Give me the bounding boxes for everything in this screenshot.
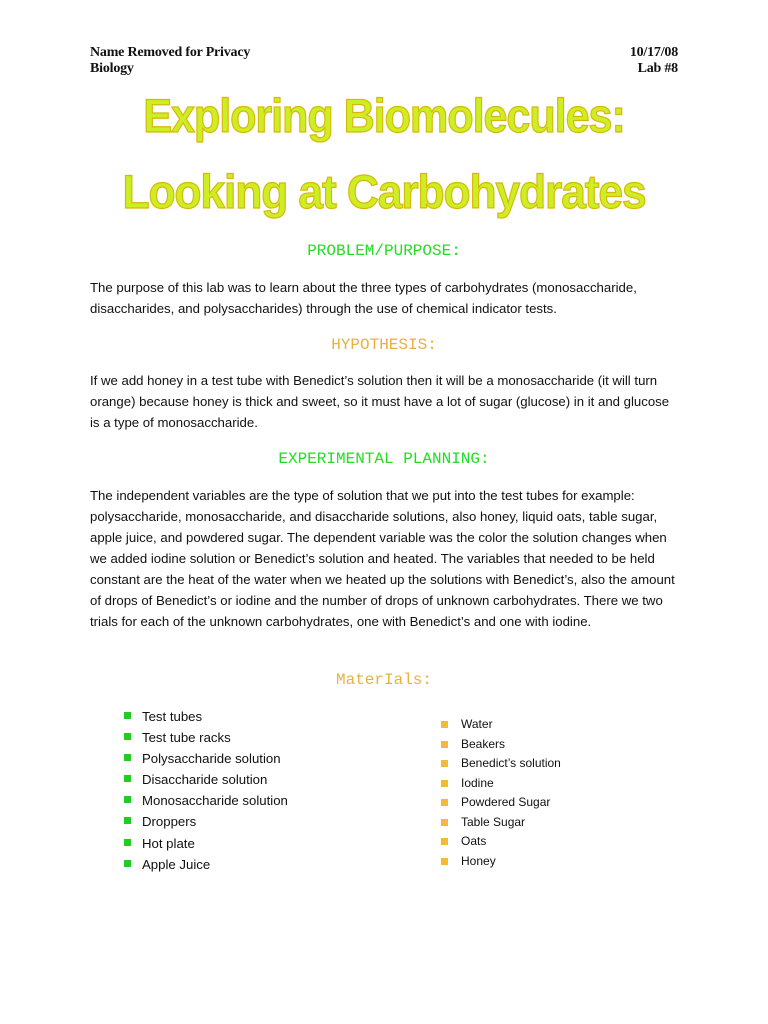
purpose-heading: PROBLEM/PURPOSE: — [307, 242, 461, 260]
title-line-2: Looking at Carbohydrates — [122, 165, 646, 218]
square-bullet-icon — [441, 760, 448, 767]
header-right — [630, 45, 678, 77]
list-item: Iodine — [441, 774, 561, 794]
list-item: Disaccharide solution — [124, 769, 288, 790]
square-bullet-icon — [124, 839, 131, 846]
materials-list-right — [441, 715, 561, 871]
square-bullet-icon — [441, 858, 448, 865]
list-item: Oats — [441, 832, 561, 852]
author-name: Name Removed for Privacy — [90, 45, 251, 60]
square-bullet-icon — [441, 741, 448, 748]
materials-heading: MaterIals: — [335, 671, 432, 689]
square-bullet-icon — [441, 799, 448, 806]
list-item: Droppers — [124, 811, 288, 832]
list-item: Monosaccharide solution — [124, 790, 288, 811]
title-line-1: Exploring Biomolecules: — [143, 89, 625, 142]
list-item: Hot plate — [124, 833, 288, 854]
lab-number: Lab #8 — [637, 61, 678, 76]
square-bullet-icon — [124, 712, 131, 719]
list-item: Beakers — [441, 735, 561, 755]
list-item: Apple Juice — [124, 854, 288, 875]
date: 10/17/08 — [629, 45, 678, 60]
materials-list-left — [124, 706, 288, 875]
square-bullet-icon — [441, 838, 448, 845]
planning-heading: EXPERIMENTAL PLANNING: — [278, 450, 490, 468]
square-bullet-icon — [124, 817, 131, 824]
square-bullet-icon — [441, 780, 448, 787]
square-bullet-icon — [441, 819, 448, 826]
purpose-text: The purpose of this lab was to learn about the three types of carbohydrates (monosaccharide, disaccharides, and polysaccharides) through the use of chemical indicator tests. — [90, 280, 637, 316]
header-left — [90, 45, 250, 77]
list-item: Water — [441, 715, 561, 735]
list-item: Test tube racks — [124, 727, 288, 748]
square-bullet-icon — [124, 796, 131, 803]
square-bullet-icon — [124, 754, 131, 761]
square-bullet-icon — [441, 721, 448, 728]
list-item: Table Sugar — [441, 813, 561, 833]
list-item: Polysaccharide solution — [124, 748, 288, 769]
hypothesis-heading: HYPOTHESIS: — [331, 336, 437, 354]
planning-text: The independent variables are the type of solution that we put into the test tubes for example: polysaccharide, monosaccharide, and disaccharide solutions, also honey, liquid oats, table sugar, apple juice, and powdered sugar. The dependent variable was the color the solution changes when we added iodine solution or Benedict’s solution and heated. The variables that needed to be held constant are the heat of the water when we heated up the solutions with Benedict’s, also the amount of drops of Benedict’s or iodine and the number of drops of unknown carbohydrates. There we two trials for each of the unknown carbohydrates, one with Benedict’s and one with iodine. — [90, 488, 675, 629]
square-bullet-icon — [124, 860, 131, 867]
hypothesis-text: If we add honey in a test tube with Benedict’s solution then it will be a monosaccharide (it will turn orange) because honey is thick and sweet, so it must have a lot of sugar (glucose) in it and glucose is a type of monosaccharide. — [90, 373, 670, 430]
list-item: Benedict’s solution — [441, 754, 561, 774]
list-item: Powdered Sugar — [441, 793, 561, 813]
list-item: Honey — [441, 852, 561, 872]
subject: Biology — [90, 61, 134, 76]
square-bullet-icon — [124, 775, 131, 782]
square-bullet-icon — [124, 733, 131, 740]
list-item: Test tubes — [124, 706, 288, 727]
